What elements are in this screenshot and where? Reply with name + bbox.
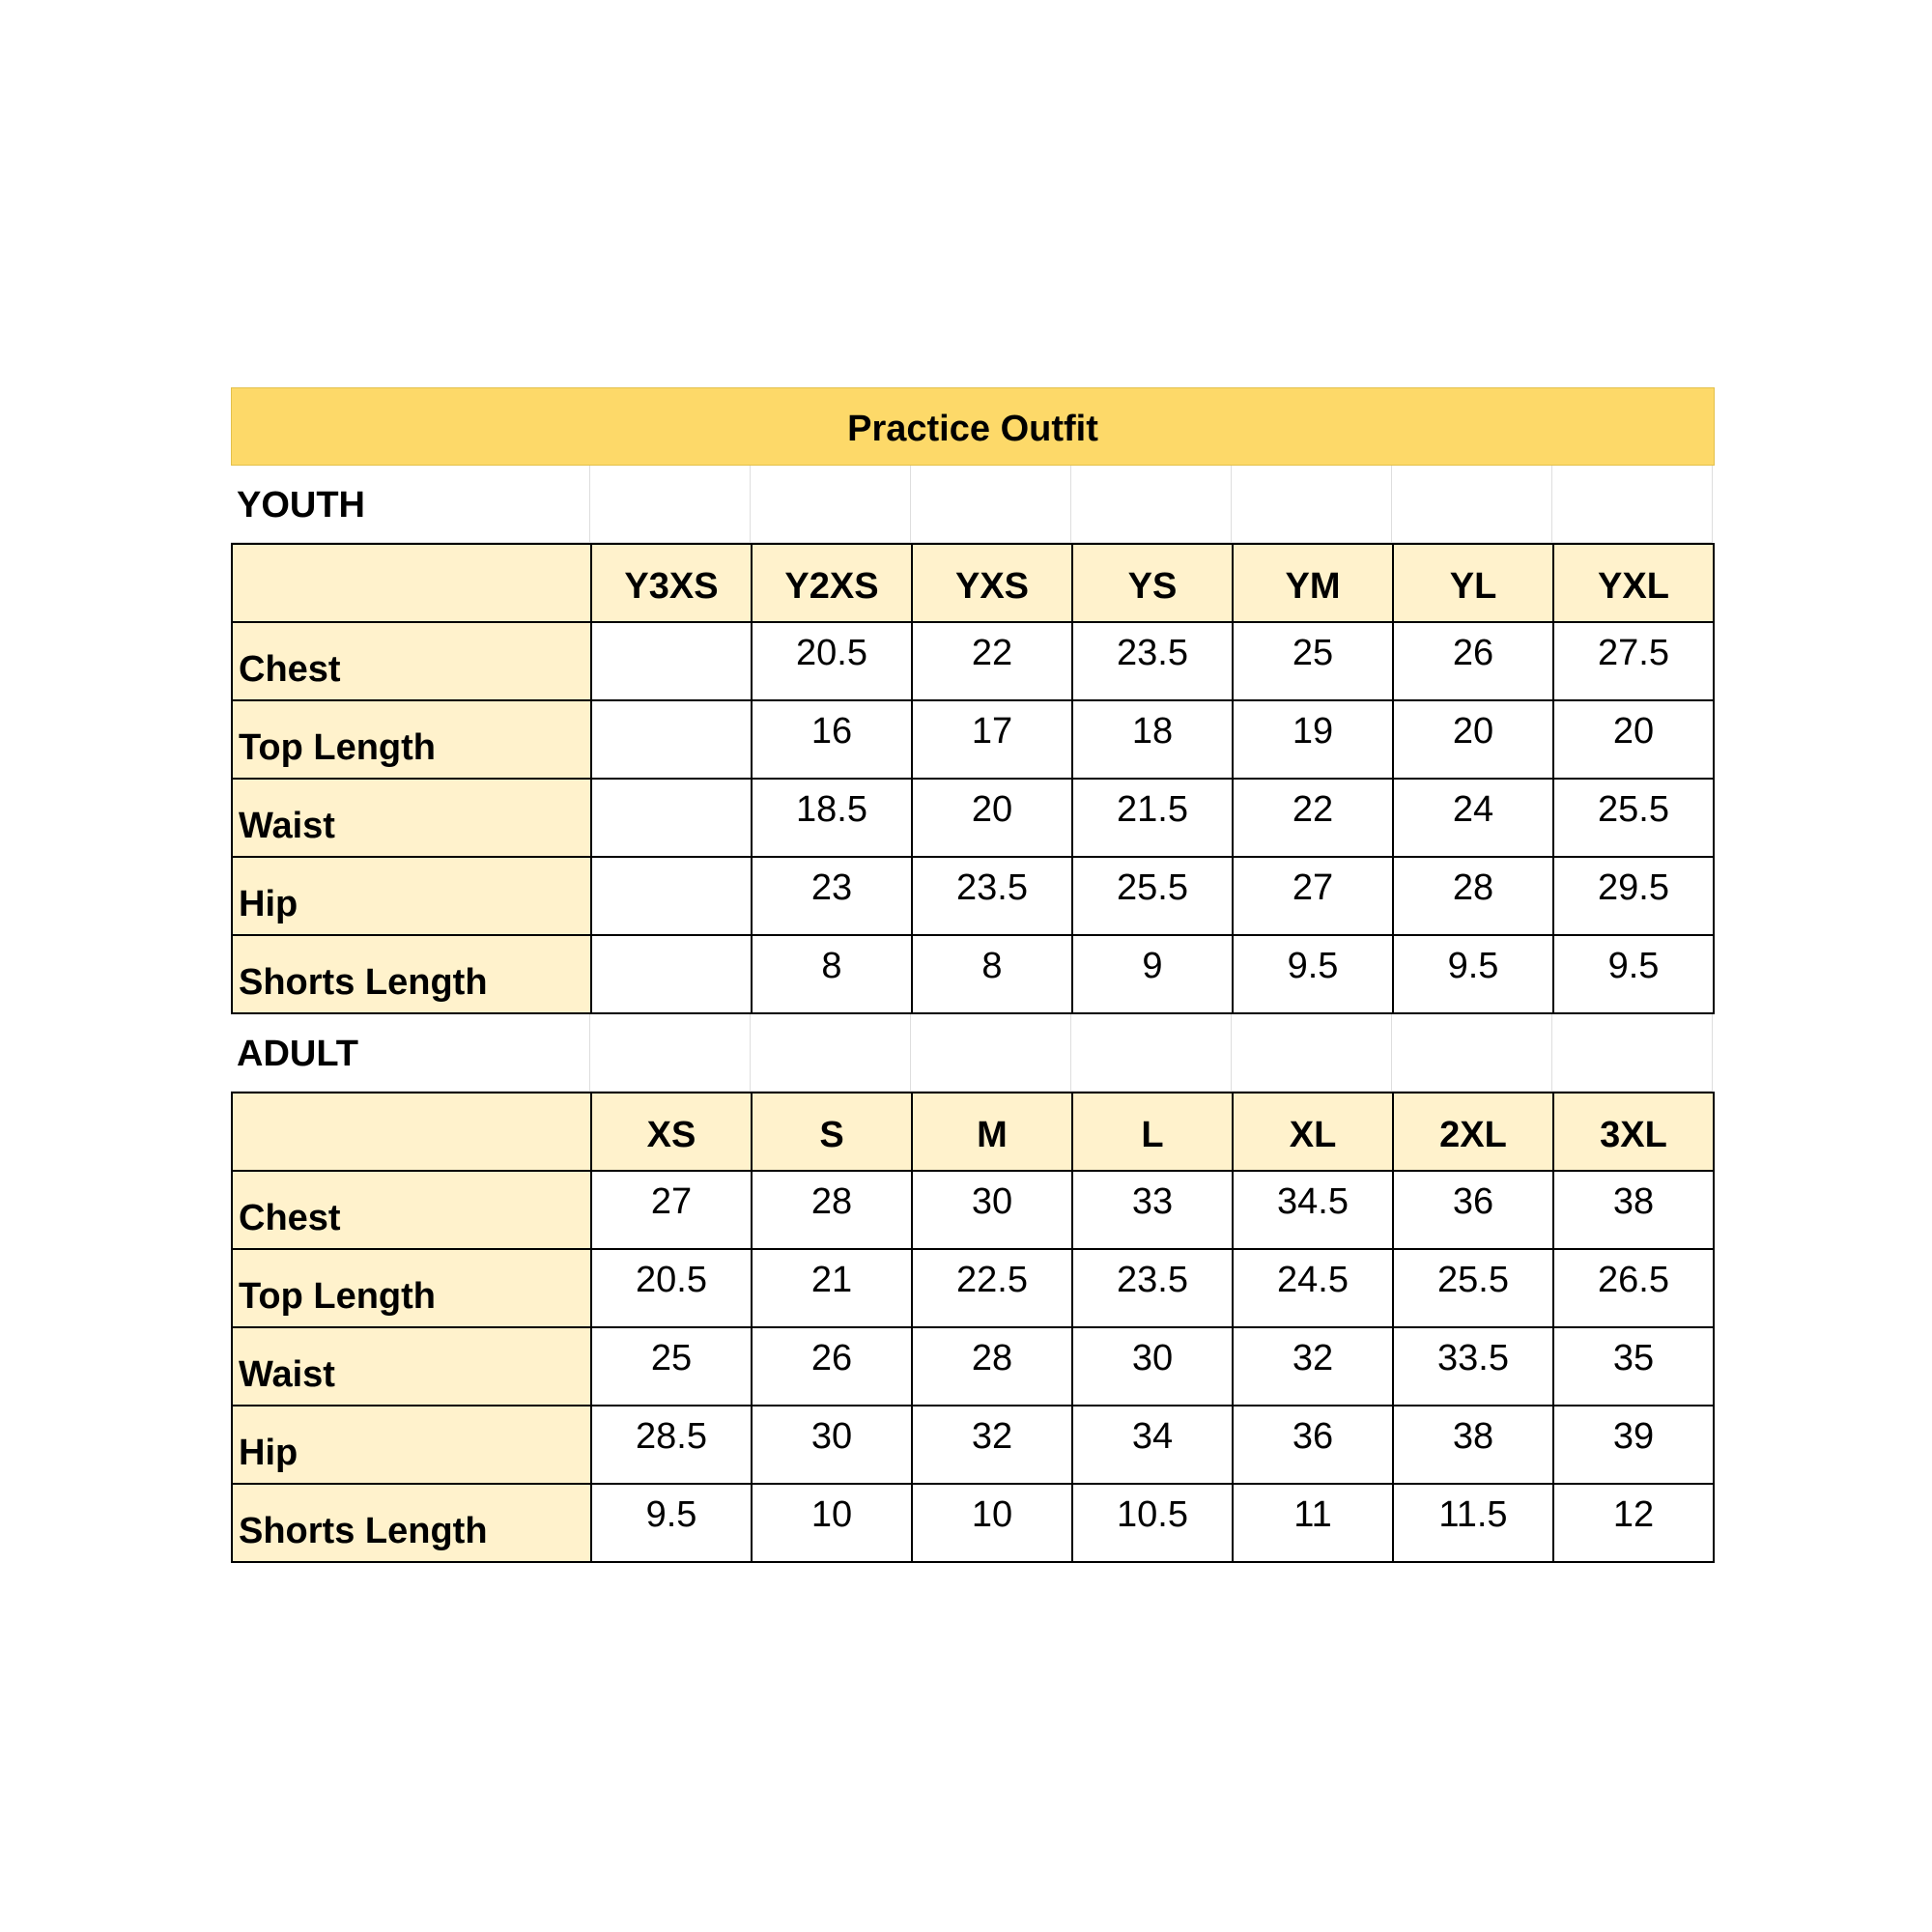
measurement-value [592,858,753,936]
measurement-label: Shorts Length [233,1485,592,1563]
table-row [233,780,1715,858]
measurement-label: Waist [233,1328,592,1406]
measurement-value [592,936,753,1014]
measurement-value: 30 [753,1406,913,1485]
measurement-value: 21.5 [1073,780,1234,858]
table-row [233,1250,1715,1328]
empty-cell [751,466,911,543]
empty-cell [1552,1014,1713,1092]
measurement-value: 27 [592,1172,753,1250]
measurement-value: 20 [913,780,1073,858]
size-table-youth [231,543,1715,1014]
table-row [233,858,1715,936]
empty-cell [911,466,1071,543]
measurement-value: 33 [1073,1172,1234,1250]
empty-cell [1232,1014,1392,1092]
measurement-value: 25 [592,1328,753,1406]
size-header: 3XL [1554,1094,1715,1172]
measurement-value: 29.5 [1554,858,1715,936]
measurement-value: 11.5 [1394,1485,1554,1563]
table-row [233,1406,1715,1485]
chart-title: Practice Outfit [847,408,1098,449]
measurement-value: 20 [1394,701,1554,780]
measurement-value: 22 [1234,780,1394,858]
empty-cell [1392,466,1552,543]
size-header: S [753,1094,913,1172]
section-label-row-youth [231,466,1715,543]
size-header: YXL [1554,545,1715,623]
measurement-value: 38 [1394,1406,1554,1485]
measurement-value: 25.5 [1554,780,1715,858]
measurement-value [592,623,753,701]
measurement-value: 36 [1234,1406,1394,1485]
measurement-label: Chest [233,1172,592,1250]
table-row [233,1485,1715,1563]
measurement-value: 33.5 [1394,1328,1554,1406]
measurement-label: Top Length [233,1250,592,1328]
measurement-value: 20.5 [753,623,913,701]
table-row [233,623,1715,701]
size-header: XS [592,1094,753,1172]
measurement-value: 30 [1073,1328,1234,1406]
measurement-label: Chest [233,623,592,701]
measurement-value: 23.5 [913,858,1073,936]
measurement-value: 23.5 [1073,623,1234,701]
size-header: YM [1234,545,1394,623]
size-table-adult [231,1092,1715,1563]
measurement-value: 9.5 [592,1485,753,1563]
measurement-value: 10.5 [1073,1485,1234,1563]
measurement-value: 28.5 [592,1406,753,1485]
measurement-value: 11 [1234,1485,1394,1563]
size-header: M [913,1094,1073,1172]
size-header: L [1073,1094,1234,1172]
size-header: 2XL [1394,1094,1554,1172]
measurement-label: Shorts Length [233,936,592,1014]
empty-cell [1071,466,1232,543]
measurement-label: Top Length [233,701,592,780]
header-corner-cell [233,545,592,623]
measurement-value: 10 [753,1485,913,1563]
empty-cell [1552,466,1713,543]
measurement-value: 8 [753,936,913,1014]
measurement-value: 9.5 [1554,936,1715,1014]
measurement-value: 19 [1234,701,1394,780]
empty-cell [1232,466,1392,543]
size-header: Y2XS [753,545,913,623]
measurement-value: 17 [913,701,1073,780]
size-header: YL [1394,545,1554,623]
empty-cell [1071,1014,1232,1092]
measurement-value: 25.5 [1073,858,1234,936]
measurement-value: 18.5 [753,780,913,858]
measurement-value: 21 [753,1250,913,1328]
measurement-label: Hip [233,858,592,936]
measurement-value: 25.5 [1394,1250,1554,1328]
empty-cell [590,1014,751,1092]
measurement-value [592,780,753,858]
section-label-row-adult [231,1014,1715,1092]
measurement-value: 39 [1554,1406,1715,1485]
measurement-value: 26 [1394,623,1554,701]
size-header: Y3XS [592,545,753,623]
measurement-value [592,701,753,780]
measurement-value: 36 [1394,1172,1554,1250]
measurement-value: 25 [1234,623,1394,701]
measurement-value: 28 [913,1328,1073,1406]
size-header-row [233,1094,1715,1172]
empty-cell [590,466,751,543]
measurement-value: 20 [1554,701,1715,780]
header-corner-cell [233,1094,592,1172]
measurement-value: 9.5 [1234,936,1394,1014]
table-row [233,936,1715,1014]
measurement-value: 34.5 [1234,1172,1394,1250]
section-label-youth: YOUTH [231,466,590,543]
measurement-value: 23 [753,858,913,936]
measurement-value: 26 [753,1328,913,1406]
sections-container [231,466,1715,1563]
empty-cell [751,1014,911,1092]
measurement-value: 8 [913,936,1073,1014]
measurement-value: 22 [913,623,1073,701]
empty-cell [1392,1014,1552,1092]
measurement-value: 22.5 [913,1250,1073,1328]
measurement-value: 9.5 [1394,936,1554,1014]
measurement-value: 24.5 [1234,1250,1394,1328]
measurement-value: 28 [753,1172,913,1250]
measurement-value: 32 [1234,1328,1394,1406]
section-label-adult: ADULT [231,1014,590,1092]
measurement-value: 27.5 [1554,623,1715,701]
measurement-value: 18 [1073,701,1234,780]
measurement-value: 10 [913,1485,1073,1563]
measurement-value: 28 [1394,858,1554,936]
measurement-value: 38 [1554,1172,1715,1250]
size-header-row [233,545,1715,623]
measurement-value: 23.5 [1073,1250,1234,1328]
measurement-value: 34 [1073,1406,1234,1485]
measurement-label: Waist [233,780,592,858]
measurement-label: Hip [233,1406,592,1485]
size-chart [231,387,1715,1563]
size-header: XL [1234,1094,1394,1172]
table-row [233,701,1715,780]
title-band [231,387,1715,466]
measurement-value: 30 [913,1172,1073,1250]
table-row [233,1328,1715,1406]
measurement-value: 20.5 [592,1250,753,1328]
measurement-value: 35 [1554,1328,1715,1406]
measurement-value: 32 [913,1406,1073,1485]
size-header: YXS [913,545,1073,623]
measurement-value: 9 [1073,936,1234,1014]
measurement-value: 16 [753,701,913,780]
measurement-value: 27 [1234,858,1394,936]
table-row [233,1172,1715,1250]
measurement-value: 24 [1394,780,1554,858]
size-header: YS [1073,545,1234,623]
measurement-value: 26.5 [1554,1250,1715,1328]
measurement-value: 12 [1554,1485,1715,1563]
empty-cell [911,1014,1071,1092]
